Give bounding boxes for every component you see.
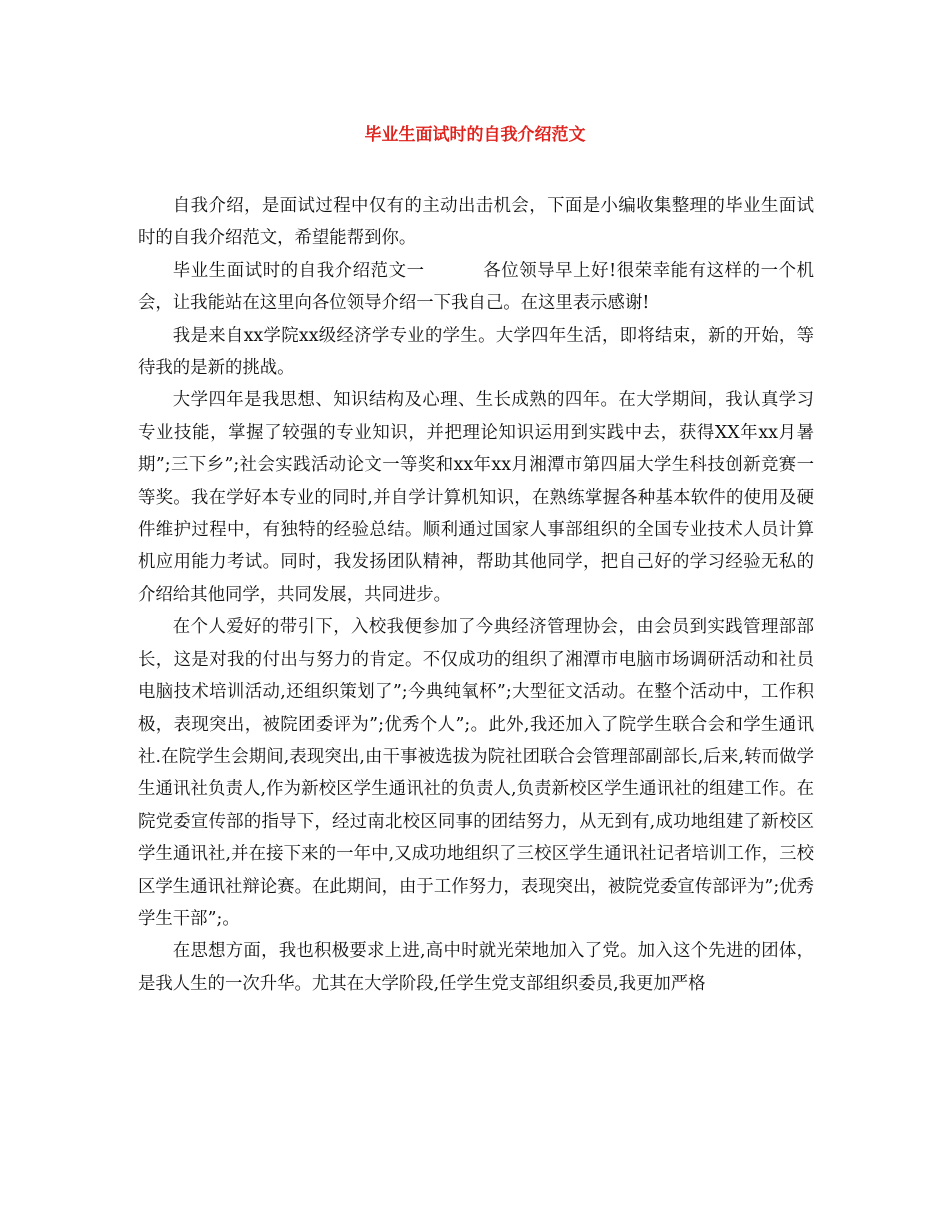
ideology-paragraph: 在思想方面，我也积极要求上进,高中时就光荣地加入了党。加入这个先进的团体，是我人生的一次升华。尤其在大学阶段,任学生党支部组织委员,我更加严格 [138, 941, 814, 994]
sample-opening: 各位领导早上好!很荣幸能有这样的一个机会，让我能站在这里向各位领导介绍一下我自己。在这里表示感谢! [138, 260, 814, 314]
document-title: 毕业生面试时的自我介绍范文 [364, 125, 586, 145]
document-body [138, 190, 814, 1000]
sample-paragraph [138, 255, 814, 320]
background-paragraph: 我是来自xx学院xx级经济学专业的学生。大学四年生活，即将结束，新的开始，等待我的是新的挑战。 [138, 325, 814, 379]
intro-paragraph: 自我介绍，是面试过程中仅有的主动出击机会，下面是小编收集整理的毕业生面试时的自我介绍范文，希望能帮到你。 [138, 196, 814, 249]
study-paragraph: 大学四年是我思想、知识结构及心理、生长成熟的四年。在大学期间，我认真学习专业技能，掌握了较强的专业知识，并把理论知识运用到实践中去，获得XX年xx月暑期”;三下乡”;社会实践活动论文一等奖和xx年xx月湘潭市第四届大学生科技创新竞赛一等奖。我在学好本专业的同时,并自学计算机知识，在熟练掌握各种基本软件的使用及硬件维护过程中，有独特的经验总结。顺利通过国家人事部组织的全国专业技术人员计算机应用能力考试。同时，我发扬团队精神，帮助其他同学，把自己好的学习经验无私的介绍给其他同学，共同发展，共同进步。 [138, 390, 814, 605]
activities-paragraph: 在个人爱好的带引下，入校我便参加了今典经济管理协会，由会员到实践管理部部长，这是对我的付出与努力的肯定。不仅成功的组织了湘潭市电脑市场调研活动和社员电脑技术培训活动,还组织策划了”;今典纯氧杯”;大型征文活动。在整个活动中，工作积极，表现突出，被院团委评为”;优秀个人”;。此外,我还加入了院学生联合会和学生通讯社.在院学生会期间,表现突出,由干事被选拔为院社团联合会管理部副部长,后来,转而做学生通讯社负责人,作为新校区学生通讯社的负责人,负责新校区学生通讯社的组建工作。在院党委宣传部的指导下，经过南北校区同事的团结努力，从无到有,成功地组建了新校区学生通讯社,并在接下来的一年中,又成功地组织了三校区学生通讯社记者培训工作，三校区学生通讯社辩论赛。在此期间，由于工作努力，表现突出，被院党委宣传部评为”;优秀学生干部”;。 [138, 617, 814, 929]
sample-heading: 毕业生面试时的自我介绍范文一 [172, 260, 425, 281]
